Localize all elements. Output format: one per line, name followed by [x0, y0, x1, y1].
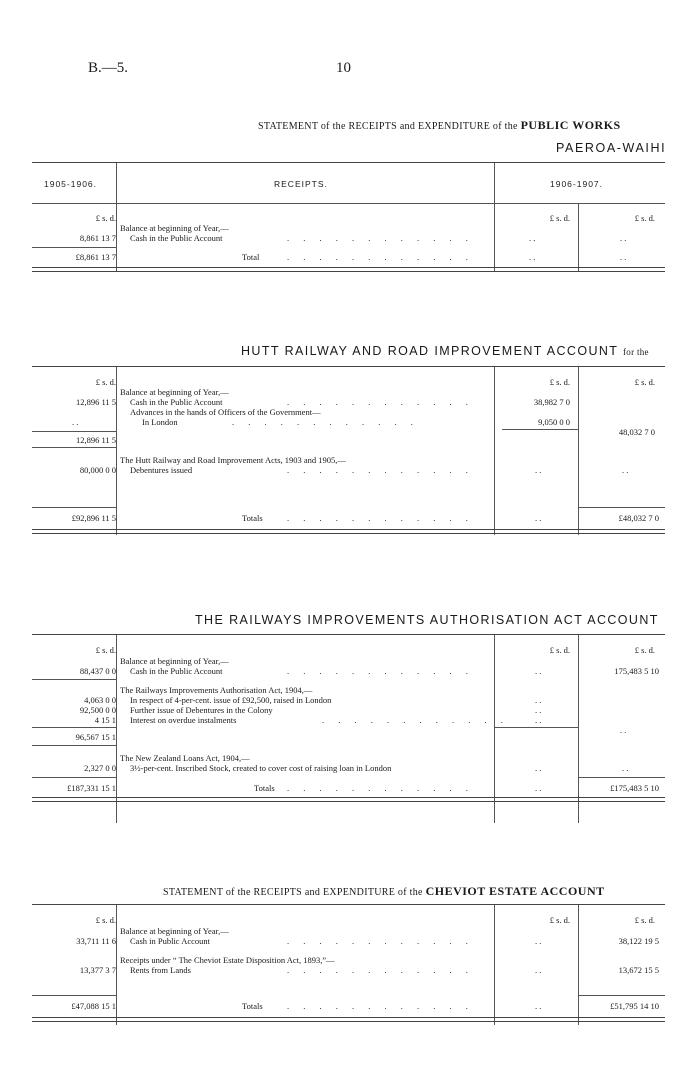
line-item: 3½-per-cent. Inscribed Stock, created to cover cost of raising loan in London — [130, 763, 392, 773]
line-item: In London — [142, 417, 178, 427]
col-header-receipts: RECEIPTS. — [274, 179, 328, 189]
leader-dots: . . . . . . . . . . . . — [287, 666, 474, 676]
amount: 48,032 7 0 — [618, 427, 655, 437]
line-item: Further issue of Debentures in the Colony — [130, 705, 273, 715]
leader-dots: . . . . . . . . . . . . — [287, 513, 474, 523]
total-amount: £47,088 15 1 — [71, 1001, 116, 1011]
amount-dash: . . — [535, 965, 542, 975]
amount-dash: . . — [535, 1001, 542, 1011]
amount: 2,327 0 0 — [84, 763, 116, 773]
amount-dash: . . — [529, 252, 536, 262]
amount-dash: . . — [620, 252, 627, 262]
unit-label: £ s. d. — [634, 645, 655, 655]
total-amount: £92,896 11 5 — [71, 513, 116, 523]
line-item: Cash in the Public Account — [130, 233, 223, 243]
amount: 175,483 5 10 — [614, 666, 659, 676]
line-item: Debentures issued — [130, 465, 193, 475]
unit-label: £ s. d. — [634, 915, 655, 925]
amount-dash: . . — [535, 666, 542, 676]
leader-dots: . . . . . . . . . . . . — [287, 1001, 474, 1011]
section1-subtitle: PAEROA-WAIHI — [556, 141, 667, 155]
unit-label: £ s. d. — [549, 213, 570, 223]
total-amount: £48,032 7 0 — [618, 513, 659, 523]
section4-table — [32, 904, 665, 1027]
unit-label: £ s. d. — [95, 645, 116, 655]
subtotal: 96,567 15 1 — [75, 732, 116, 742]
line-item: Advances in the hands of Officers of the Government— — [130, 407, 321, 417]
section1-title: STATEMENT of the RECEIPTS and EXPENDITURE of the PUBLIC WORKS — [258, 118, 621, 132]
unit-label: £ s. d. — [95, 915, 116, 925]
amount-dash: . . — [535, 715, 542, 725]
unit-label: £ s. d. — [634, 377, 655, 387]
total-amount: £187,331 15 1 — [67, 783, 116, 793]
total-label: Total — [242, 252, 260, 262]
leader-dots: . . . . . . . . . . . . — [287, 465, 474, 475]
total-amount: £51,795 14 10 — [610, 1001, 659, 1011]
line-heading: Receipts under “ The Cheviot Estate Disposition Act, 1893,”— — [120, 955, 335, 965]
amount: 13,672 15 5 — [618, 965, 659, 975]
amount-dash: . . — [620, 725, 627, 735]
unit-label: £ s. d. — [95, 377, 116, 387]
amount: 38,122 19 5 — [618, 936, 659, 946]
col-header-1906: 1906-1907. — [550, 179, 604, 189]
line-item: Cash in the Public Account — [130, 666, 223, 676]
amount: 13,377 3 7 — [79, 965, 116, 975]
line-item: In respect of 4-per-cent. issue of £92,500, raised in London — [130, 695, 332, 705]
line-heading: Balance at beginning of Year,— — [120, 387, 229, 397]
leader-dots: . . . . . . . . . . . . — [287, 233, 474, 243]
amount-dash: . . — [535, 705, 542, 715]
amount-dash: . . — [535, 783, 542, 793]
line-item: Rents from Lands — [130, 965, 191, 975]
unit-label: £ s. d. — [549, 377, 570, 387]
leader-dots: . . . . . . . . . . . . — [287, 965, 474, 975]
amount: 92,500 0 0 — [79, 705, 116, 715]
line-heading: Balance at beginning of Year,— — [120, 656, 229, 666]
amount: 80,000 0 0 — [79, 465, 116, 475]
section3-table — [32, 634, 665, 825]
line-heading: Balance at beginning of Year,— — [120, 223, 229, 233]
amount: 88,437 0 0 — [79, 666, 116, 676]
amount: 4 15 1 — [94, 715, 116, 725]
totals-label: Totals — [254, 783, 275, 793]
leader-dots: . . . . . . . . . . . . — [287, 252, 474, 262]
section4-title: STATEMENT of the RECEIPTS and EXPENDITURE of the CHEVIOT ESTATE ACCOUNT — [163, 884, 605, 898]
amount: 12,896 11 5 — [75, 397, 116, 407]
leader-dots: . . . . . . . . . . . . — [232, 417, 419, 427]
amount-dash: . . — [620, 233, 627, 243]
total-amount: £175,483 5 10 — [610, 783, 659, 793]
amount: 8,861 13 7 — [79, 233, 116, 243]
total-amount: £8,861 13 7 — [75, 252, 116, 262]
section2-title: HUTT RAILWAY AND ROAD IMPROVEMENT ACCOUNT for the — [241, 344, 649, 358]
amount: 33,711 11 6 — [76, 936, 116, 946]
amount-dash: . . — [72, 417, 79, 427]
unit-label: £ s. d. — [549, 915, 570, 925]
unit-label: £ s. d. — [634, 213, 655, 223]
unit-label: £ s. d. — [95, 213, 116, 223]
amount-dash: . . — [535, 695, 542, 705]
amount: 9,050 0 0 — [538, 417, 570, 427]
line-heading: The New Zealand Loans Act, 1904,— — [120, 753, 250, 763]
line-heading: The Hutt Railway and Road Improvement Acts, 1903 and 1905,— — [120, 455, 346, 465]
line-item: Cash in Public Account — [130, 936, 211, 946]
leader-dots: . . . . . . . . . . . . — [287, 397, 474, 407]
col-header-1905: 1905-1906. — [44, 179, 98, 189]
line-item: Cash in the Public Account — [130, 397, 223, 407]
amount-dash: . . — [529, 233, 536, 243]
subtotal: 12,896 11 5 — [75, 435, 116, 445]
unit-label: £ s. d. — [549, 645, 570, 655]
line-item: Interest on overdue instalments — [130, 715, 237, 725]
amount-dash: . . — [622, 465, 629, 475]
amount-dash: . . — [622, 763, 629, 773]
amount-dash: . . — [535, 465, 542, 475]
line-heading: Balance at beginning of Year,— — [120, 926, 229, 936]
page-number: 10 — [336, 60, 351, 76]
leader-dots: . . . . . . . . . . . . — [287, 783, 474, 793]
amount-dash: . . — [535, 763, 542, 773]
amount-dash: . . — [535, 513, 542, 523]
amount-dash: . . — [535, 936, 542, 946]
amount: 4,063 0 0 — [84, 695, 116, 705]
line-heading: The Railways Improvements Authorisation Act, 1904,— — [120, 685, 313, 695]
section2-table — [32, 366, 665, 537]
section3-title: THE RAILWAYS IMPROVEMENTS AUTHORISATION ACT ACCOUNT — [195, 613, 659, 627]
totals-label: Totals — [242, 1001, 263, 1011]
amount: 38,982 7 0 — [533, 397, 570, 407]
totals-label: Totals — [242, 513, 263, 523]
section1-table — [32, 162, 665, 273]
leader-dots: . . . . . . . . . . . . — [322, 715, 509, 725]
leader-dots: . . . . . . . . . . . . — [287, 936, 474, 946]
document-reference: B.—5. — [88, 60, 129, 76]
